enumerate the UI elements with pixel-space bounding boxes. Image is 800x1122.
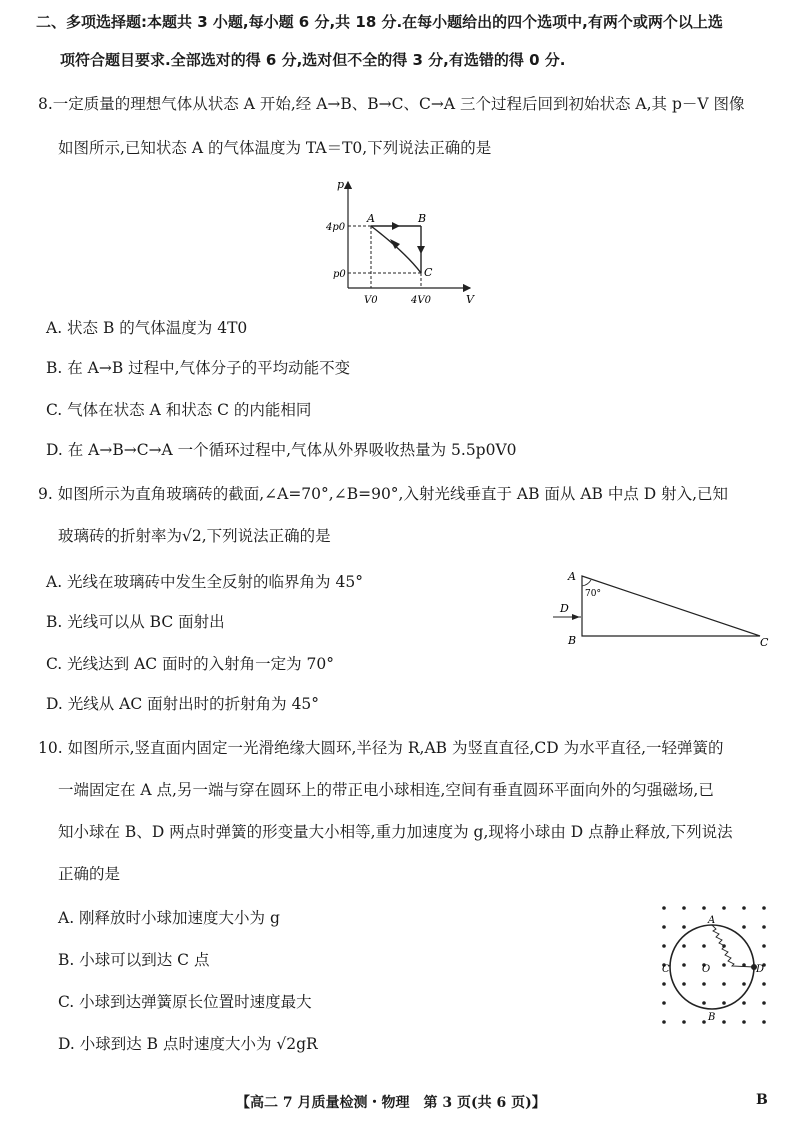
field-dot: [762, 1020, 766, 1024]
field-dot: [762, 944, 766, 948]
q10-stem-line2: 一端固定在 A 点,另一端与穿在圆环上的带正电小球相连,空间有垂直圆环平面向外的匀强磁场,已: [58, 781, 714, 799]
field-dot: [662, 982, 666, 986]
q8-pv-diagram: [320, 172, 480, 312]
q9-triangle: [582, 576, 760, 636]
field-dot: [722, 1001, 726, 1005]
field-dot: [722, 1020, 726, 1024]
q10-label-c: C: [662, 964, 670, 975]
q9-label-d: D: [560, 602, 569, 615]
section-heading-line2: 项符合题目要求.全部选对的得 6 分,选对但不全的得 3 分,有选错的得 0 分.: [60, 51, 566, 69]
q10-stem-line1: 10. 如图所示,竖直面内固定一光滑绝缘大圆环,半径为 R,AB 为竖直直径,CD 为水平直径,一轻弹簧的: [38, 739, 724, 757]
q8-label-4p0: 4p0: [326, 222, 346, 233]
q10-label-d: D: [756, 964, 765, 975]
q9-ray-arrow: [572, 614, 580, 620]
q10-option-d: D. 小球到达 B 点时速度大小为 √2gR: [58, 1035, 318, 1053]
footer-page-info: 【高二 7 月质量检测・物理 第 3 页(共 6 页)】: [236, 1095, 546, 1111]
q8-arrow-ca: [390, 239, 400, 249]
field-dot: [682, 1020, 686, 1024]
field-dot: [682, 925, 686, 929]
q9-label-c: C: [760, 636, 769, 649]
field-dot: [702, 1020, 706, 1024]
field-dot: [662, 925, 666, 929]
field-dot: [662, 1001, 666, 1005]
q8-label-v0: V0: [364, 295, 378, 306]
field-dot: [742, 1001, 746, 1005]
q8-stem-line1: 8.一定质量的理想气体从状态 A 开始,经 A→B、B→C、C→A 三个过程后回到初始状态 A,其 p－V 图像: [38, 95, 745, 113]
field-dot: [762, 925, 766, 929]
field-dot: [762, 982, 766, 986]
footer-version-code: B: [756, 1092, 768, 1108]
field-dot: [682, 963, 686, 967]
field-dot: [702, 906, 706, 910]
field-dot: [682, 906, 686, 910]
field-dot: [762, 1001, 766, 1005]
q8-p-axis-label: p: [337, 178, 345, 191]
q10-ring-diagram: [654, 900, 774, 1030]
field-dot: [722, 906, 726, 910]
section-heading-line1: 二、多项选择题:本题共 3 小题,每小题 6 分,共 18 分.在每小题给出的四个选项中,有两个或两个以上选: [36, 13, 723, 31]
q8-point-c: C: [424, 266, 433, 279]
q10-ring: [670, 925, 754, 1009]
q10-option-b: B. 小球可以到达 C 点: [58, 951, 210, 969]
q8-option-d: D. 在 A→B→C→A 一个循环过程中,气体从外界吸收热量为 5.5p0V0: [46, 441, 517, 459]
q9-prism-diagram: [548, 566, 780, 652]
q8-path-ca: [371, 226, 421, 273]
q9-label-a: A: [568, 570, 576, 583]
q8-point-a: A: [367, 212, 375, 225]
field-dot: [682, 944, 686, 948]
field-dot: [742, 982, 746, 986]
field-dot: [762, 906, 766, 910]
q8-label-4v0: 4V0: [411, 295, 431, 306]
field-dot: [662, 944, 666, 948]
field-dot: [662, 1020, 666, 1024]
field-dot: [662, 906, 666, 910]
q9-option-c: C. 光线达到 AC 面时的入射角一定为 70°: [46, 655, 334, 673]
q9-angle-arc: [582, 580, 591, 586]
field-dot: [742, 1020, 746, 1024]
field-dot: [742, 906, 746, 910]
q8-arrow-bc: [417, 246, 425, 254]
q10-option-a: A. 刚释放时小球加速度大小为 g: [58, 909, 280, 927]
q9-option-a: A. 光线在玻璃砖中发生全反射的临界角为 45°: [46, 573, 363, 591]
field-dot: [682, 982, 686, 986]
field-dot: [702, 982, 706, 986]
q9-label-angle: 70°: [585, 589, 601, 599]
q9-label-b: B: [568, 634, 577, 647]
q8-label-p0: p0: [333, 269, 346, 280]
q8-stem-line2: 如图所示,已知状态 A 的气体温度为 TA＝T0,下列说法正确的是: [58, 139, 492, 157]
field-dot: [722, 963, 726, 967]
q10-stem-line4: 正确的是: [58, 865, 121, 883]
q8-option-a: A. 状态 B 的气体温度为 4T0: [46, 319, 248, 337]
q10-stem-line3: 知小球在 B、D 两点时弹簧的形变量大小相等,重力加速度为 g,现将小球由 D 点静止释放,下列说法: [58, 823, 733, 841]
field-dot: [702, 944, 706, 948]
q9-option-d: D. 光线从 AC 面射出时的折射角为 45°: [46, 695, 320, 713]
q10-label-o: O: [702, 964, 711, 975]
q10-label-a: A: [708, 915, 716, 926]
q8-option-c: C. 气体在状态 A 和状态 C 的内能相同: [46, 401, 312, 419]
q9-stem-line2: 玻璃砖的折射率为√2,下列说法正确的是: [58, 527, 331, 545]
q8-v-axis-label: V: [466, 293, 474, 306]
q8-point-b: B: [418, 212, 427, 225]
q8-option-b: B. 在 A→B 过程中,气体分子的平均动能不变: [46, 359, 351, 377]
q8-arrow-ab: [392, 222, 400, 230]
field-dot: [702, 1001, 706, 1005]
q9-stem-line1: 9. 如图所示为直角玻璃砖的截面,∠A=70°,∠B=90°,入射光线垂直于 AB 面从 AB 中点 D 射入,已知: [38, 485, 729, 503]
q9-option-b: B. 光线可以从 BC 面射出: [46, 613, 225, 631]
field-dot: [722, 982, 726, 986]
q10-label-b: B: [708, 1012, 716, 1023]
field-dot: [742, 925, 746, 929]
q10-option-c: C. 小球到达弹簧原长位置时速度最大: [58, 993, 312, 1011]
